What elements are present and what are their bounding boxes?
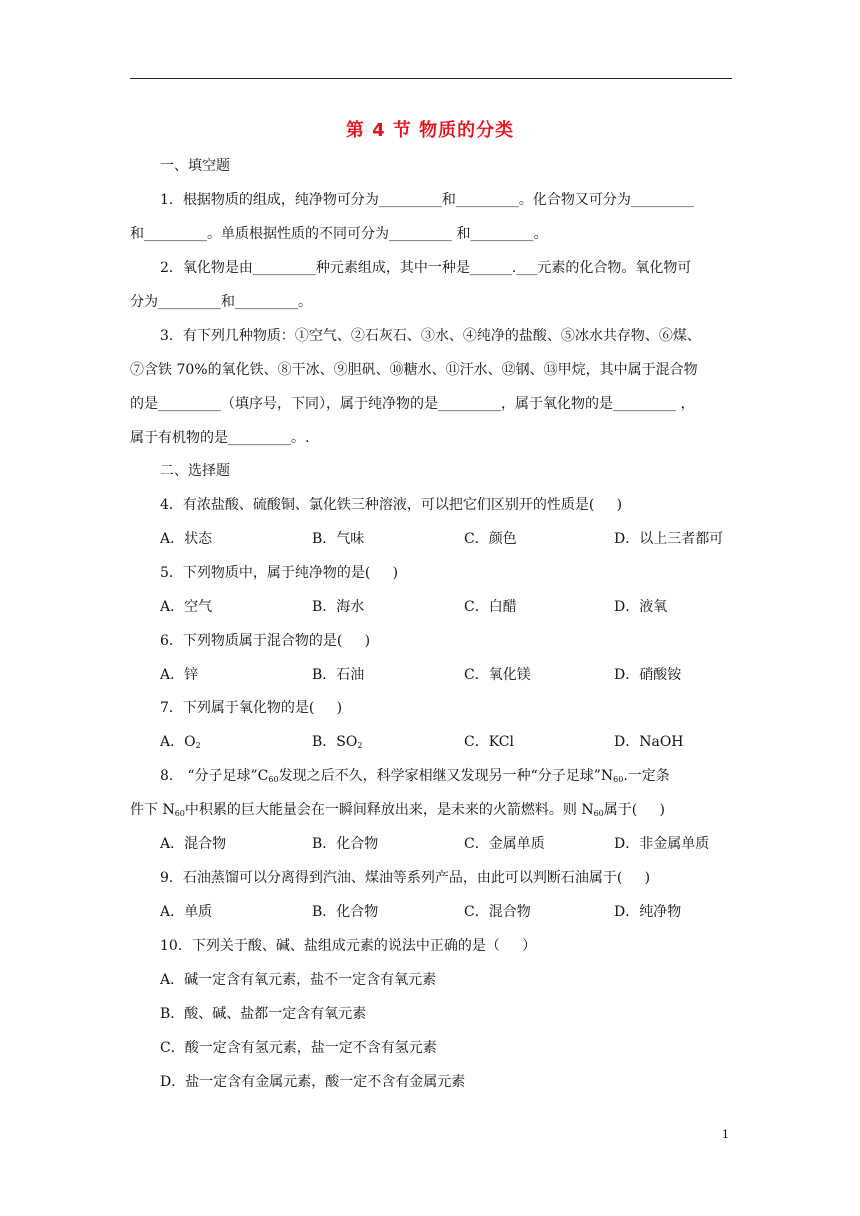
q5-option-a: A．空气	[160, 599, 213, 615]
header-rule	[130, 78, 732, 79]
q7-stem: 7．下列属于氧化物的是( )	[160, 700, 343, 716]
q5-option-b: B．海水	[312, 599, 365, 615]
q2-line-2: 分为_________和_________。	[130, 294, 312, 310]
q7-option-a: A．$O_2$	[160, 734, 201, 750]
q8-option-b: B．化合物	[312, 836, 379, 852]
q8-line-1: 8． “分子足球$”C_{60}$发现之后不久，科学家相继又发现另一种“分子足球$”N_{60}$.一定条	[160, 768, 670, 784]
section-heading-choice: 二、选择题	[160, 463, 230, 479]
q3-line-2: ⑦含铁 70%的氧化铁、⑧干冰、⑨胆矾、⑩糖水、⑪汗水、⑫钢、⑬甲烷，其中属于混合物	[130, 362, 698, 378]
q9-option-a: A．单质	[160, 904, 213, 920]
q10-option-b: B．酸、碱、盐都一定含有氧元素	[160, 1006, 367, 1022]
q6-stem: 6．下列物质属于混合物的是( )	[160, 633, 371, 649]
q9-option-d: D．纯净物	[614, 904, 682, 920]
q10-option-a: A．碱一定含有氧元素，盐不一定含有氧元素	[160, 972, 437, 988]
q10-stem: 10．下列关于酸、碱、盐组成元素的说法中正确的是（ ）	[160, 938, 537, 954]
q4-stem: 4．有浓盐酸、硫酸铜、氯化铁三种溶液，可以把它们区别开的性质是( )	[160, 497, 623, 513]
q1-line-2: 和_________。单质根据性质的不同可分为_________ 和_________。	[130, 226, 548, 242]
q9-option-c: C．混合物	[464, 904, 531, 920]
q1-line-1: 1．根据物质的组成，纯净物可分为_________和_________。化合物又可分为_________	[160, 192, 694, 208]
q4-option-b: B．气味	[312, 531, 365, 547]
q6-option-b: B．石油	[312, 667, 365, 683]
q6-option-d: D．硝酸铵	[614, 667, 682, 683]
q2-line-1: 2．氧化物是由_________种元素组成，其中一种是______.___元素的化合物。氧化物可	[160, 260, 692, 276]
section-heading-fill-in: 一、填空题	[160, 158, 230, 174]
q9-option-b: B．化合物	[312, 904, 379, 920]
q7-option-d: D．NaOH	[614, 734, 684, 750]
q6-option-a: A．锌	[160, 667, 199, 683]
page-title: 第 4 节 物质的分类	[345, 120, 515, 141]
q8-option-a: A．混合物	[160, 836, 227, 852]
q3-line-3: 的是_________（填序号，下同），属于纯净物的是_________，属于氧化物的是_________ ，	[130, 396, 695, 412]
q7-option-b: B．$SO_2$	[312, 734, 363, 750]
q3-line-4: 属于有机物的是_________。.	[130, 430, 310, 446]
q5-option-d: D．液氧	[614, 599, 668, 615]
q8-line-2: 件下 $N_{60}$中积累的巨大能量会在一瞬间释放出来，是未来的火箭燃料。则 $N_{60}$属于( )	[130, 802, 665, 818]
q4-option-c: C．颜色	[464, 531, 517, 547]
q8-option-d: D．非金属单质	[614, 836, 710, 852]
q4-option-a: A．状态	[160, 531, 213, 547]
q10-option-d: D．盐一定含有金属元素，酸一定不含有金属元素	[160, 1074, 466, 1090]
q3-line-1: 3．有下列几种物质：①空气、②石灰石、③水、④纯净的盐酸、⑤冰水共存物、⑥煤、	[160, 328, 701, 344]
page-number: 1	[722, 1128, 729, 1141]
q8-option-c: C．金属单质	[464, 836, 545, 852]
q9-stem: 9．石油蒸馏可以分离得到汽油、煤油等系列产品，由此可以判断石油属于( )	[160, 870, 651, 886]
q5-stem: 5．下列物质中，属于纯净物的是( )	[160, 565, 399, 581]
q7-option-c: C．KCl	[464, 734, 514, 750]
q4-option-d: D．以上三者都可	[614, 531, 724, 547]
q5-option-c: C．白醋	[464, 599, 517, 615]
q6-option-c: C．氧化镁	[464, 667, 531, 683]
q10-option-c: C．酸一定含有氢元素，盐一定不含有氢元素	[160, 1040, 437, 1056]
